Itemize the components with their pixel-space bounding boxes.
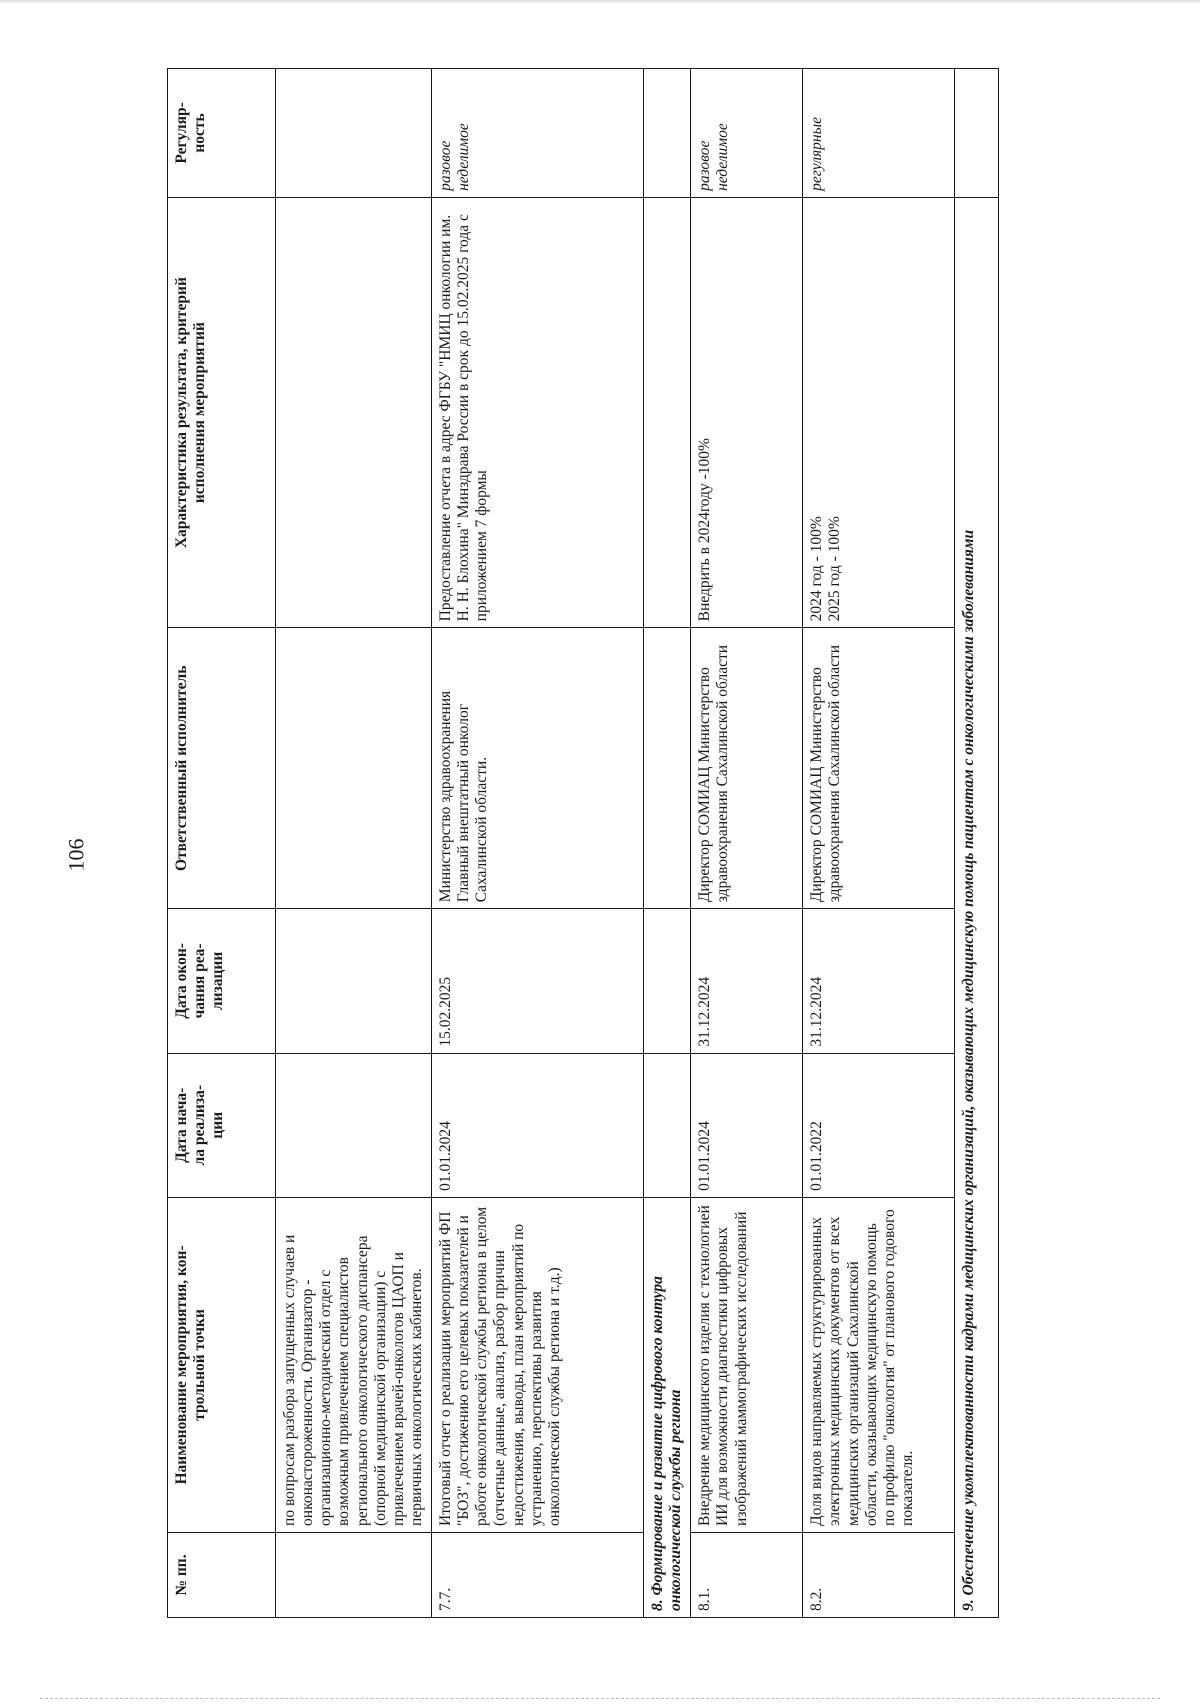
section-heading-9: 9. Обеспечение укомплектованности кадрами медицинских организаций, оказывающих медицинскую помощь пациентам с онкологическими заболеваниями [955, 197, 999, 1617]
cell-end: 31.12.2024 [691, 909, 803, 1053]
cell-empty [644, 1053, 691, 1197]
cell-number: 7.7. [432, 1532, 644, 1617]
section-row-8 [644, 69, 691, 1618]
cell-number [276, 1532, 432, 1617]
cell-regularity: разовое неделимое [432, 69, 644, 198]
column-header-number: № пп. [168, 1532, 276, 1617]
table-row-8-1 [691, 69, 803, 1618]
cell-end [276, 909, 432, 1053]
cell-name: Внедрение медицинского изделия с технологией ИИ для возможности диагностики цифровых изображений маммографических исследований [691, 1197, 803, 1532]
section-heading-8: 8. Формирование и развитие цифрового контура онкологической службы региона [644, 1197, 691, 1617]
cell-empty [955, 69, 999, 198]
table-row-continuation [276, 69, 432, 1618]
column-header-result: Характеристика результата, критерий исполнения мероприятий [168, 197, 276, 627]
cell-regularity: разовое неделимое [691, 69, 803, 198]
cell-result: Предоставление отчета в адрес ФГБУ "НМИЦ онкологии им. Н. Н. Блохина" Минздрава России в срок до 15.02.2025 года с приложением 7 формы [432, 197, 644, 627]
activities-table [167, 68, 999, 1618]
cell-name: Итоговый отчет о реализации мероприятий ФП "БОЗ", достижению его целевых показателей и работе онкологической службы региона в целом (отчетные данные, анализ, разбор причин недостижения, выводы, план мероприятий по устранению, перспективы развития онкологической службы региона и т.д.) [432, 1197, 644, 1532]
cell-end: 15.02.2025 [432, 909, 644, 1053]
cell-regularity: регулярные [803, 69, 955, 198]
cell-result: 2024 год - 100% 2025 год - 100% [803, 197, 955, 627]
cell-empty [644, 909, 691, 1053]
cell-empty [644, 69, 691, 198]
cell-start: 01.01.2024 [432, 1053, 644, 1197]
cell-result [276, 197, 432, 627]
table-row-8-2 [803, 69, 955, 1618]
cell-number: 8.1. [691, 1532, 803, 1617]
cell-responsible [276, 628, 432, 909]
cell-regularity [276, 69, 432, 198]
column-header-regularity: Регуляр- ность [168, 69, 276, 198]
cell-start: 01.01.2024 [691, 1053, 803, 1197]
cell-responsible: Директор СОМИАЦ Министерство здравоохранения Сахалинской области [691, 628, 803, 909]
scan-edge-bottom [40, 1698, 1160, 1701]
scan-edge-top [0, 0, 1200, 4]
cell-empty [644, 197, 691, 627]
cell-name: Доля видов направляемых структурированных электронных медицинских документов от всех медицинских организаций Сахалинской области, оказывающих медицинскую помощь по профилю "онкология" от планового годового показателя. [803, 1197, 955, 1532]
page-number: 106 [63, 838, 89, 872]
rotated-table-wrapper [167, 68, 1037, 1618]
cell-responsible: Министерство здравоохранения Главный внештатный онколог Сахалинской области. [432, 628, 644, 909]
cell-name: по вопросам разбора запущенных случаев и онконастороженности. Организатор - организационно-методический отдел с возможным привлечением специалистов регионального онкологического диспансера (опорной медицинской организации) с привлечением врачей-онкологов ЦАОП и первичных онкологических кабинетов. [276, 1197, 432, 1532]
cell-start: 01.01.2022 [803, 1053, 955, 1197]
column-header-end: Дата окон- чания реа- лизации [168, 909, 276, 1053]
cell-end: 31.12.2024 [803, 909, 955, 1053]
cell-result: Внедрить в 2024году -100% [691, 197, 803, 627]
cell-number: 8.2. [803, 1532, 955, 1617]
cell-responsible: Директор СОМИАЦ Министерство здравоохранения Сахалинской области [803, 628, 955, 909]
column-header-name: Наименование мероприятия, кон- трольной точки [168, 1197, 276, 1532]
table-row-7-7 [432, 69, 644, 1618]
table-header-row [168, 69, 276, 1618]
cell-empty [644, 628, 691, 909]
column-header-responsible: Ответственный исполнитель [168, 628, 276, 909]
cell-start [276, 1053, 432, 1197]
section-row-9 [955, 69, 999, 1618]
column-header-start: Дата нача- ла реализа- ции [168, 1053, 276, 1197]
